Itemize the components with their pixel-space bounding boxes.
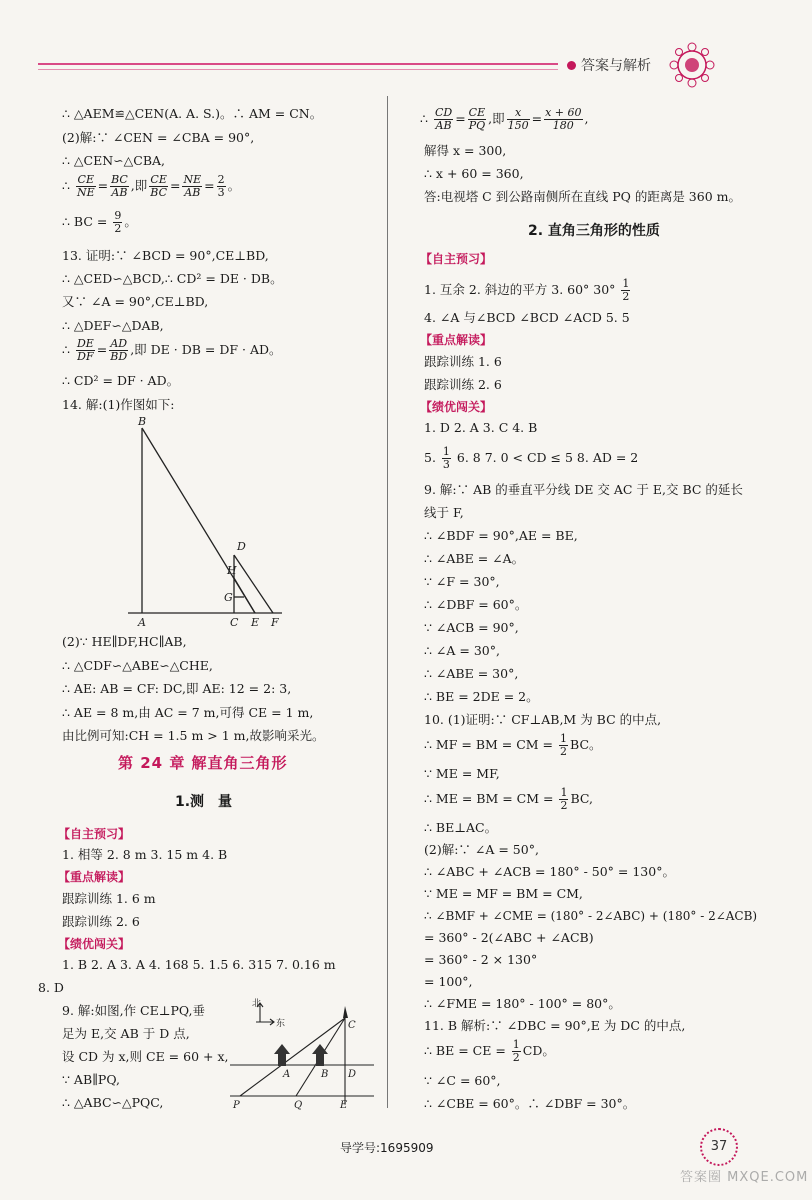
right-s10f: ∵ ME = MF = BM = CM, bbox=[424, 886, 583, 901]
left-p9e: ∴ △ABC∽△PQC, bbox=[62, 1095, 164, 1110]
left-p3a: 1. B 2. A 3. A 4. 168 5. 1.5 6. 315 7. 0.16 m bbox=[62, 957, 336, 972]
rf9-tail: , bbox=[584, 111, 589, 126]
left-14c: ∴ △CDF∽△ABE∽△CHE, bbox=[62, 658, 213, 673]
bc-pre: ∴ BC = bbox=[62, 214, 108, 229]
fig14-label-E: E bbox=[251, 616, 260, 629]
f1-frac-b bbox=[110, 174, 129, 199]
left-13e: ∴ CD² = DF · AD。 bbox=[62, 373, 180, 388]
f1-d: AB bbox=[111, 186, 128, 199]
tag-preview-left: 【自主预习】 bbox=[58, 827, 131, 841]
rf9-frac-a bbox=[434, 107, 453, 132]
rf9-e: x bbox=[507, 107, 530, 120]
q1-text: 1. 互余 2. 斜边的平方 3. 60° 30° bbox=[424, 282, 616, 297]
left-14b: (2)∵ HE∥DF,HC∥AB, bbox=[62, 634, 187, 649]
rf9-f: 150 bbox=[507, 119, 529, 132]
fig9-label-A: A bbox=[283, 1069, 291, 1080]
f1-frac-c bbox=[149, 174, 168, 199]
f13-frac-b bbox=[109, 338, 128, 363]
fig14-label-B: B bbox=[138, 415, 147, 428]
right-s9e: ∵ ∠F = 30°, bbox=[424, 574, 500, 589]
left-p9b: 足为 E,交 AB 于 D 点, bbox=[62, 1026, 190, 1041]
fig9-label-D: D bbox=[348, 1069, 357, 1080]
q1-n: 1 bbox=[622, 277, 630, 290]
right-s9j: ∴ BE = 2DE = 2。 bbox=[424, 689, 539, 704]
fig14-label-A: A bbox=[138, 616, 146, 629]
f10b-d: 2 bbox=[560, 799, 568, 812]
right-q4: 4. ∠A 与∠BCD ∠BCD ∠ACD 5. 5 bbox=[424, 310, 630, 325]
f10a-d: 2 bbox=[560, 745, 568, 758]
left-13a: 13. 证明:∵ ∠BCD = 90°,CE⊥BD, bbox=[62, 248, 269, 263]
f13-d: BD bbox=[110, 350, 128, 363]
left-fraction-1: ∴ $\frac{CE}{NE}$ = $\frac{BC}{AB}$ ,即 $\frac{CE}{BC}$ = $\frac{NE}{AB}$ = $\frac{2}{3}$ 。 bbox=[62, 173, 241, 199]
header-section-label: 答案与解析 bbox=[581, 58, 651, 74]
left-p1: 1. 相等 2. 8 m 3. 15 m 4. B bbox=[62, 847, 228, 862]
right-s11b: ∵ ∠C = 60°, bbox=[424, 1073, 501, 1088]
right-r2: ∴ x + 60 = 360, bbox=[424, 166, 524, 181]
left-14: 14. 解:(1)作图如下: bbox=[62, 397, 175, 412]
watermark: 答案圈 MXQE.COM bbox=[680, 1170, 809, 1185]
rf9-c: CE bbox=[468, 106, 486, 119]
left-line-2: (2)解:∵ ∠CEN = ∠CBA = 90°, bbox=[62, 130, 255, 145]
fig14-label-H: H bbox=[227, 564, 237, 577]
f11-pre: ∴ BE = CE = bbox=[424, 1043, 506, 1058]
rf9-b: AB bbox=[435, 119, 452, 132]
left-line-1: ∴ △AEM≌△CEN(A. A. S.)。∴ AM = CN。 bbox=[62, 106, 323, 121]
right-s9h: ∴ ∠A = 30°, bbox=[424, 643, 500, 658]
right-s9g: ∵ ∠ACB = 90°, bbox=[424, 620, 519, 635]
right-s10h: = 360° - 2(∠ABC + ∠ACB) bbox=[424, 930, 594, 945]
left-14e: ∴ AE = 8 m,由 AC = 7 m,可得 CE = 1 m, bbox=[62, 705, 314, 720]
right-f11 bbox=[424, 1039, 555, 1064]
f10a-tail: BC。 bbox=[570, 737, 602, 752]
q7-tail: 6. 8 7. 0 < CD ≤ 5 8. AD = 2 bbox=[452, 450, 639, 465]
right-s10j: = 100°, bbox=[424, 974, 473, 989]
f13-pre: ∴ bbox=[62, 342, 70, 357]
page-number-badge bbox=[700, 1128, 738, 1166]
figure-14 bbox=[120, 412, 292, 630]
bc-d: 2 bbox=[114, 222, 122, 235]
left-p9d: ∵ AB∥PQ, bbox=[62, 1072, 120, 1087]
fig9-label-Q: Q bbox=[294, 1100, 303, 1110]
right-s9f: ∴ ∠DBF = 60°。 bbox=[424, 597, 528, 612]
right-r3: 答:电视塔 C 到公路南侧所在直线 PQ 的距离是 360 m。 bbox=[424, 189, 741, 204]
tag-challenge-left: 【绩优闯关】 bbox=[58, 937, 131, 951]
left-p9a: 9. 解:如图,作 CE⊥PQ,垂 bbox=[62, 1003, 206, 1018]
left-13c: 又∵ ∠A = 90°,CE⊥BD, bbox=[62, 294, 209, 309]
f13-a: DE bbox=[76, 337, 94, 350]
f1-pre: ∴ bbox=[62, 178, 70, 193]
bc-tail: 。 bbox=[124, 214, 137, 229]
rf9-frac-b bbox=[468, 107, 486, 132]
right-s9c: ∴ ∠BDF = 90°,AE = BE, bbox=[424, 528, 578, 543]
rf9-pre: ∴ bbox=[420, 111, 428, 126]
page-number: 37 bbox=[710, 1139, 728, 1154]
right-s9i: ∴ ∠ABE = 30°, bbox=[424, 666, 519, 681]
f1-three: 3 bbox=[217, 186, 225, 199]
left-13d: ∴ △DEF∽△DAB, bbox=[62, 318, 164, 333]
f10a-n: 1 bbox=[560, 732, 568, 745]
rf9-frac-c bbox=[507, 107, 530, 132]
q1-frac bbox=[621, 278, 630, 303]
rf9-d: PQ bbox=[468, 119, 486, 132]
right-f10b bbox=[424, 787, 593, 812]
tag-preview-right: 【自主预习】 bbox=[420, 252, 493, 266]
f1-b: NE bbox=[76, 186, 95, 199]
fig9-label-P: P bbox=[233, 1100, 240, 1110]
f1-mid: ,即 bbox=[130, 178, 148, 193]
column-divider bbox=[387, 96, 388, 1108]
fig14-label-C: C bbox=[230, 616, 239, 629]
fig14-df bbox=[234, 555, 273, 613]
section-title-right-triangle: 2. 直角三角形的性质 bbox=[528, 223, 660, 239]
f10b-n: 1 bbox=[560, 786, 568, 799]
header-dot bbox=[567, 61, 576, 70]
fig14-label-G: G bbox=[224, 591, 233, 604]
fig9-label-C: C bbox=[348, 1020, 356, 1031]
f13-frac-a bbox=[76, 338, 95, 363]
fig9-label-E: E bbox=[340, 1100, 348, 1110]
right-s10d: (2)解:∵ ∠A = 50°, bbox=[424, 842, 539, 857]
right-s10e: ∴ ∠ABC + ∠ACB = 180° - 50° = 130°。 bbox=[424, 864, 675, 879]
left-14d: ∴ AE: AB = CF: DC,即 AE: 12 = 2: 3, bbox=[62, 681, 292, 696]
chapter-title: 第 24 章 解直角三角形 bbox=[118, 754, 288, 772]
header-flower-icon bbox=[667, 42, 717, 88]
right-q6: 1. D 2. A 3. C 4. B bbox=[424, 420, 538, 435]
right-s9b: 线于 F, bbox=[424, 505, 464, 520]
section-title-measure: 1.测 量 bbox=[175, 794, 233, 810]
right-q1 bbox=[424, 278, 632, 303]
f13-b: DF bbox=[77, 350, 94, 363]
right-s10b: ∵ ME = MF, bbox=[424, 766, 500, 781]
right-s11c: ∴ ∠CBE = 60°。∴ ∠DBF = 30°。 bbox=[424, 1096, 636, 1111]
right-s10g: ∴ ∠BMF + ∠CME = (180° - 2∠ABC) + (180° - 2∠ACB) bbox=[424, 909, 758, 923]
f1-two: 2 bbox=[217, 173, 225, 186]
f1-frac-a bbox=[76, 174, 96, 199]
left-p3b: 8. D bbox=[38, 980, 64, 995]
f10a-frac bbox=[559, 733, 568, 758]
q7-frac bbox=[442, 446, 451, 471]
right-q5b: 跟踪训练 2. 6 bbox=[424, 377, 502, 392]
left-14f: 由比例可知:CH = 1.5 m > 1 m,故影响采光。 bbox=[62, 728, 325, 743]
right-s10i: = 360° - 2 × 130° bbox=[424, 952, 538, 967]
left-bc-line bbox=[62, 210, 137, 235]
bc-n: 9 bbox=[114, 209, 122, 222]
fig9-tree-b bbox=[312, 1044, 328, 1066]
left-fraction-13: ∴ $\frac{DE}{DF}$ = $\frac{AD}{BD}$ ,即 DE · DB = DF · AD。 bbox=[62, 337, 282, 363]
f1-c: BC bbox=[111, 173, 128, 186]
f1-frac-d bbox=[182, 174, 202, 199]
f11-tail: CD。 bbox=[522, 1043, 555, 1058]
right-s9a: 9. 解:∵ AB 的垂直平分线 DE 交 AC 于 E,交 BC 的延长 bbox=[424, 482, 743, 497]
figure-9 bbox=[228, 998, 378, 1110]
tag-key-right: 【重点解读】 bbox=[420, 333, 493, 347]
q7-n: 1 bbox=[442, 445, 450, 458]
q7-pre: 5. bbox=[424, 450, 436, 465]
f11-n: 1 bbox=[512, 1038, 520, 1051]
right-s10k: ∴ ∠FME = 180° - 100° = 80°。 bbox=[424, 996, 621, 1011]
fig14-label-F: F bbox=[271, 616, 279, 629]
rf9-frac-d bbox=[544, 107, 582, 132]
bc-frac bbox=[113, 210, 122, 235]
q1-d: 2 bbox=[622, 290, 630, 303]
f10b-pre: ∴ ME = BM = CM = bbox=[424, 791, 554, 806]
f11-frac bbox=[512, 1039, 521, 1064]
right-q5a: 跟踪训练 1. 6 bbox=[424, 354, 502, 369]
left-p2a: 跟踪训练 1. 6 m bbox=[62, 891, 156, 906]
fig9-tree-a bbox=[274, 1044, 290, 1066]
f1-a: CE bbox=[77, 173, 94, 186]
header-rule-bottom bbox=[38, 69, 558, 70]
tag-key-left: 【重点解读】 bbox=[58, 870, 131, 884]
left-p2b: 跟踪训练 2. 6 bbox=[62, 914, 140, 929]
fig9-east: 东 bbox=[276, 1019, 286, 1029]
fig9-label-B: B bbox=[321, 1069, 329, 1080]
f1-frac-e bbox=[217, 174, 226, 199]
f1-e: CE bbox=[150, 173, 167, 186]
right-r1: 解得 x = 300, bbox=[424, 143, 507, 158]
right-s10a: 10. (1)证明:∵ CF⊥AB,M 为 BC 的中点, bbox=[424, 712, 662, 727]
footer-guide-number: 导学号:1695909 bbox=[340, 1141, 434, 1155]
left-13b: ∴ △CED∽△BCD,∴ CD² = DE · DB。 bbox=[62, 271, 283, 286]
f10b-tail: BC, bbox=[570, 791, 593, 806]
f10b-frac bbox=[559, 787, 568, 812]
right-s10c: ∴ BE⊥AC。 bbox=[424, 820, 498, 835]
rf9-h: 180 bbox=[552, 119, 574, 132]
right-s9d: ∴ ∠ABE = ∠A。 bbox=[424, 551, 525, 566]
right-q7 bbox=[424, 446, 638, 471]
q7-d: 3 bbox=[442, 458, 450, 471]
rf9-g: x + 60 bbox=[545, 106, 582, 119]
right-s11a: 11. B 解析:∵ ∠DBC = 90°,E 为 DC 的中点, bbox=[424, 1018, 686, 1033]
f1-g: NE bbox=[183, 173, 202, 186]
tag-challenge-right: 【绩优闯关】 bbox=[420, 400, 493, 414]
f11-d: 2 bbox=[512, 1051, 520, 1064]
fig14-label-D: D bbox=[237, 540, 246, 553]
right-fraction-9: ∴ $\frac{CD}{AB}$ = $\frac{CE}{PQ}$ ,即 $\frac{x}{150}$ = $\frac{x + 60}{180}$ , bbox=[420, 106, 589, 132]
f13-tail: ,即 DE · DB = DF · AD。 bbox=[130, 342, 282, 357]
f13-c: AD bbox=[110, 337, 128, 350]
rf9-a: CD bbox=[434, 106, 453, 119]
f10a-pre: ∴ MF = BM = CM = bbox=[424, 737, 554, 752]
right-f10a bbox=[424, 733, 602, 758]
rf9-mid: ,即 bbox=[488, 111, 505, 126]
left-p9c: 设 CD 为 x,则 CE = 60 + x, bbox=[62, 1049, 229, 1064]
header-rule-top bbox=[38, 63, 558, 65]
f1-f: BC bbox=[150, 186, 167, 199]
fig9-north: 北 bbox=[252, 999, 262, 1009]
left-line-3: ∴ △CEN∽△CBA, bbox=[62, 153, 166, 168]
f1-h: AB bbox=[184, 186, 201, 199]
